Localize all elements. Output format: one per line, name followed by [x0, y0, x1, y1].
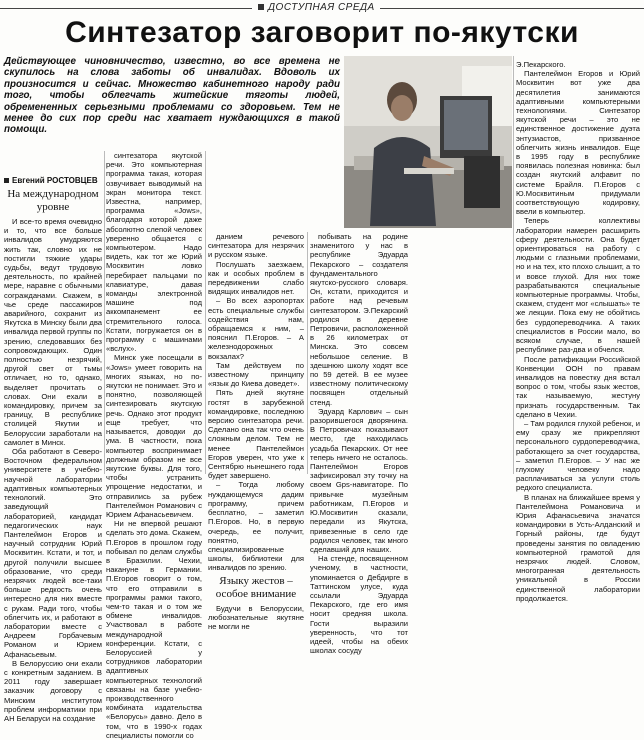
headline: Синтезатор заговорит по-якутски	[65, 16, 579, 49]
rubric-square-icon	[258, 4, 264, 10]
column-rule	[513, 56, 514, 474]
rubric-bar	[0, 2, 644, 14]
byline	[4, 176, 98, 185]
rubric-rule-left	[0, 8, 252, 9]
lead-paragraph: Действующее чиновничество, известно, во все времена не скупилось на слова заботы об инвалидах. Вдоволь их произносится и сейчас. Множество кабинетного народу ради того, чтобы облегчать житейские тяготы людей, обремененных серьезными проблемами со здоровьем. Тем не менее до сих пор среди нас хватает нуждающихся в такой помощи.	[4, 56, 340, 136]
paragraph: Послушать заезжаем, как и особых проблем в передвижении слабо видящих инвалидов нет.	[208, 259, 304, 297]
paragraph: – Во всех аэропортах есть специальные службы содействия нам, обращаемся к ним, – пояснил П.Егоров. – А железнодорожных вокзалах?	[208, 296, 304, 361]
paragraph: Пантелеймон Егоров и Юрий Москвитин вот уже два десятилетия занимаются адаптивными компьютерными технологиями. Синтезатор якутской речи – это не единственное достижение дуэта энтузиастов, призванное облегчить жизнь инвалидов. Еще в 1995 году в республике появилась полезная новинка: был создан якутский алфавит по системе Брайля. П.Егоров с Ю.Москвитиным придумали соответствующую кодировку, ввели в компьютер.	[516, 69, 640, 217]
paragraph: побывать на родине знаменитого у нас в республике Эдуарда Пекарского – создателя фундаментального якутско-русского словаря. Он, кстати, приходится и работе над речевым синтезатором. Э.Пекарский родился в деревне Петровичи, расположенной в 26 километрах от Минска. Это совсем небольшое селение. В здешнюю школу ходят все по 59 детей. В ее музее известному политическому посвящен отдельный стенд.	[310, 232, 408, 407]
paragraph: – Тогда любому нуждающемуся дадим программу, причем бесплатно, – заметил П.Егоров. Но, в первую очередь, ее получит, понятно, специализированные школы, библиотеки для инвалидов по зрению.	[208, 480, 304, 573]
paragraph: Ни не впервой решают сделать это дома. Скажем, П.Егоров в прошлом году побывал по делам службы в Бразилии. Чехии, накануне в Германии. П.Егоров говорит о том, что его отправили в программы рамки такого, чем-то такая и о том же обмене инвалидов. Участвовал в работе международной конференции. Кстати, с Белоруссией у сотрудников лаборатории адаптивных компьютерных технологий связаны на базе учебно-производственного комбината издательства «Белорусь» давно. Дело в том, что в 1990-х годах специалисты помогли со	[106, 519, 202, 740]
column-rule	[104, 151, 105, 474]
paragraph: На стенде, посвященном ученому, в частности, упоминается о Дебдирге в Таттинском улусе, куда ссылали Эдуарда Пекарского, где его имя носит средняя школа. Гости выразили уверенность, что тот идеей, чтобы на обеих школах сосуду	[310, 554, 408, 656]
paragraph: Там действуем по известному принципу «язык до Киева доведет».	[208, 360, 304, 389]
byline-square-icon	[4, 178, 9, 183]
paragraph: Будучи в Белоруссии, любознательные якутяне не могли не	[208, 603, 304, 631]
paragraph: В планах на ближайшее время у Пантелеймона Романовича и Юрия Афанасьевича значатся командировки в Усть-Алданский и Горный районы, где будут проведены занятия по овладению компьютерной грамотой для незрячих людей. Словом, многогранная деятельность уникальной в России единственной лаборатории продолжается.	[516, 492, 640, 603]
column-rule	[307, 232, 308, 474]
column-2	[106, 151, 202, 740]
paragraph: После ратификации Российской Конвенции ООН по правам инвалидов на повестку дня встал вопрос о том, чтобы язык жестов, так называемую, жестуну признать государственным. Так сделано в Чехии.	[516, 354, 640, 419]
paragraph: синтезатора якутской речи. Это компьютерная программа такая, которая озвучивает выводимый на экран монитора текст. Известна, например, программа «Jows», благодаря которой даже абсолютно слепой человек уверенно общается с компьютером. Надо видеть, как тот же Юрий Москвитин ловко перебирает пальцами по клавиатуре, давая команды электронной машине под аккомпанемент ее стремительного голоса. Кстати, погружается он в программу с машинами «вслух».	[106, 151, 202, 354]
paragraph: данием речевого синтезатора для незрячих и русском языке.	[208, 232, 304, 260]
column-rule	[205, 151, 206, 474]
subhead-international: На международном уровне	[7, 188, 99, 213]
photo-man-at-computer-icon	[344, 56, 512, 228]
paragraph: Пять дней якутяне гостят в зарубежной командировке, последнюю версию синтезатора речи. Сделано она так что очень сложным делом. Тем не менее Пантелеймон Егоров уверен, что уже к Сентябрю нынешнего года будет завершено.	[208, 388, 304, 481]
byline-author: Евгений РОСТОВЦЕВ	[12, 176, 98, 185]
paragraph: Эдуард Карлович – сын разорившегося дворянина. В Петровичах показывают место, где находилась усадьба Пекарских. От нее теперь ничего не осталось. Пантелеймон Егоров зафиксировал эту точку на своем Gps-навигаторе. По привычке музейным работникам, П.Егоров и Ю.Москвитин сказали, передали из Якутска, привезенные в село где родился человек, так много сделавший для наших.	[310, 406, 408, 554]
paragraph: – Там родился глухой ребенок, и ему сразу же прикрепляют персонального сурдопереводчика, работающего за счет государства, – заметил П.Егоров. – У нас же глухому человеку надо расплачиваться за услуги столь редкого специалиста.	[516, 418, 640, 493]
column-3	[208, 232, 304, 631]
subhead-sign-language: Языку жестов – особое внимание	[215, 574, 297, 600]
rubric-rule-right	[380, 8, 644, 9]
column-5	[516, 60, 640, 603]
paragraph: В Белоруссию они ехали с конкретным заданием. В 2011 году завершает заказчик договору с Минским институтом проблем информатики при АН Беларуси на создание	[4, 658, 102, 723]
paragraph: Минск уже посещали в «Jows» умеет говорить на многих языках, но по-якутски не понимает. Это и понятно, позволяющей синтезировать якутскую речь. Однако этот продукт еще требует, что называется, доводки до ума. В частности, пока компьютер воспринимает должным образом не все якутские буквы. Для того, чтобы устранить упрощение недостатки, и отправились за рубеж Пантелеймон Романович с Юрием Афанасьевичем.	[106, 353, 202, 519]
column-4	[310, 232, 408, 656]
column-1	[4, 186, 102, 723]
paragraph: Оба работают в Северо-Восточном федеральном университете в учебно-научной лаборатории адаптивных компьютерных технологий. Это заведующий лабораторией, кандидат педагогических наук Пантелеймон Егоров и научный сотрудник Юрий Москвитин. Кстати, и тот, и другой получили высшее образование, что среди незрячих людей все-таки больше редкость очень интересно для них вместе с рукам. Ради того, чтобы облегчить их, и работают в лаборатории вместе с Андреем Горбачевым Романом и Юрием Афанасьевым.	[4, 447, 102, 659]
paragraph: И все-то время очевидно и то, что все больше инвалидов умудряются жить так, словно их не постигли тяжкие удары судьбы, ведут трудовую деятельность, по крайней мере, наравне с обычными согражданами. Скажем, в чье среде пассажиров аварийного, сохранит из Якутска в Минску были два инвалида первой группы по зрению, следовавших без сопровождающих. Один полностью незрячий, другой свет от тьмы отличает, но то, однако, выделяет прочитать о словах. Они ехали в командировку, причем за границу, В республике столицей Якутии и Белоруссии заработали на самолет в Минск.	[4, 217, 102, 447]
rubric-label: ДОСТУПНАЯ СРЕДА	[268, 2, 375, 13]
paragraph: Теперь коллективы лаборатории намерен расширить сферу деятельности. Она будет ориентироваться на работу с людьми с глазными проблемами, но и на тех, кто плохо слышит, а то и вовсе глухой. Для них тоже разрабатываются специальные компьютерные программы. Чтобы, скажем, студент мог «слышать» те же лекции. Пока ему не обойтись без сурдопереводчика. А таких специалистов в России мало, во всяком случае, в нашей республике раз-два и обчелся.	[516, 216, 640, 355]
paragraph: Э.Пекарского.	[516, 60, 566, 69]
article-photo	[344, 56, 512, 228]
